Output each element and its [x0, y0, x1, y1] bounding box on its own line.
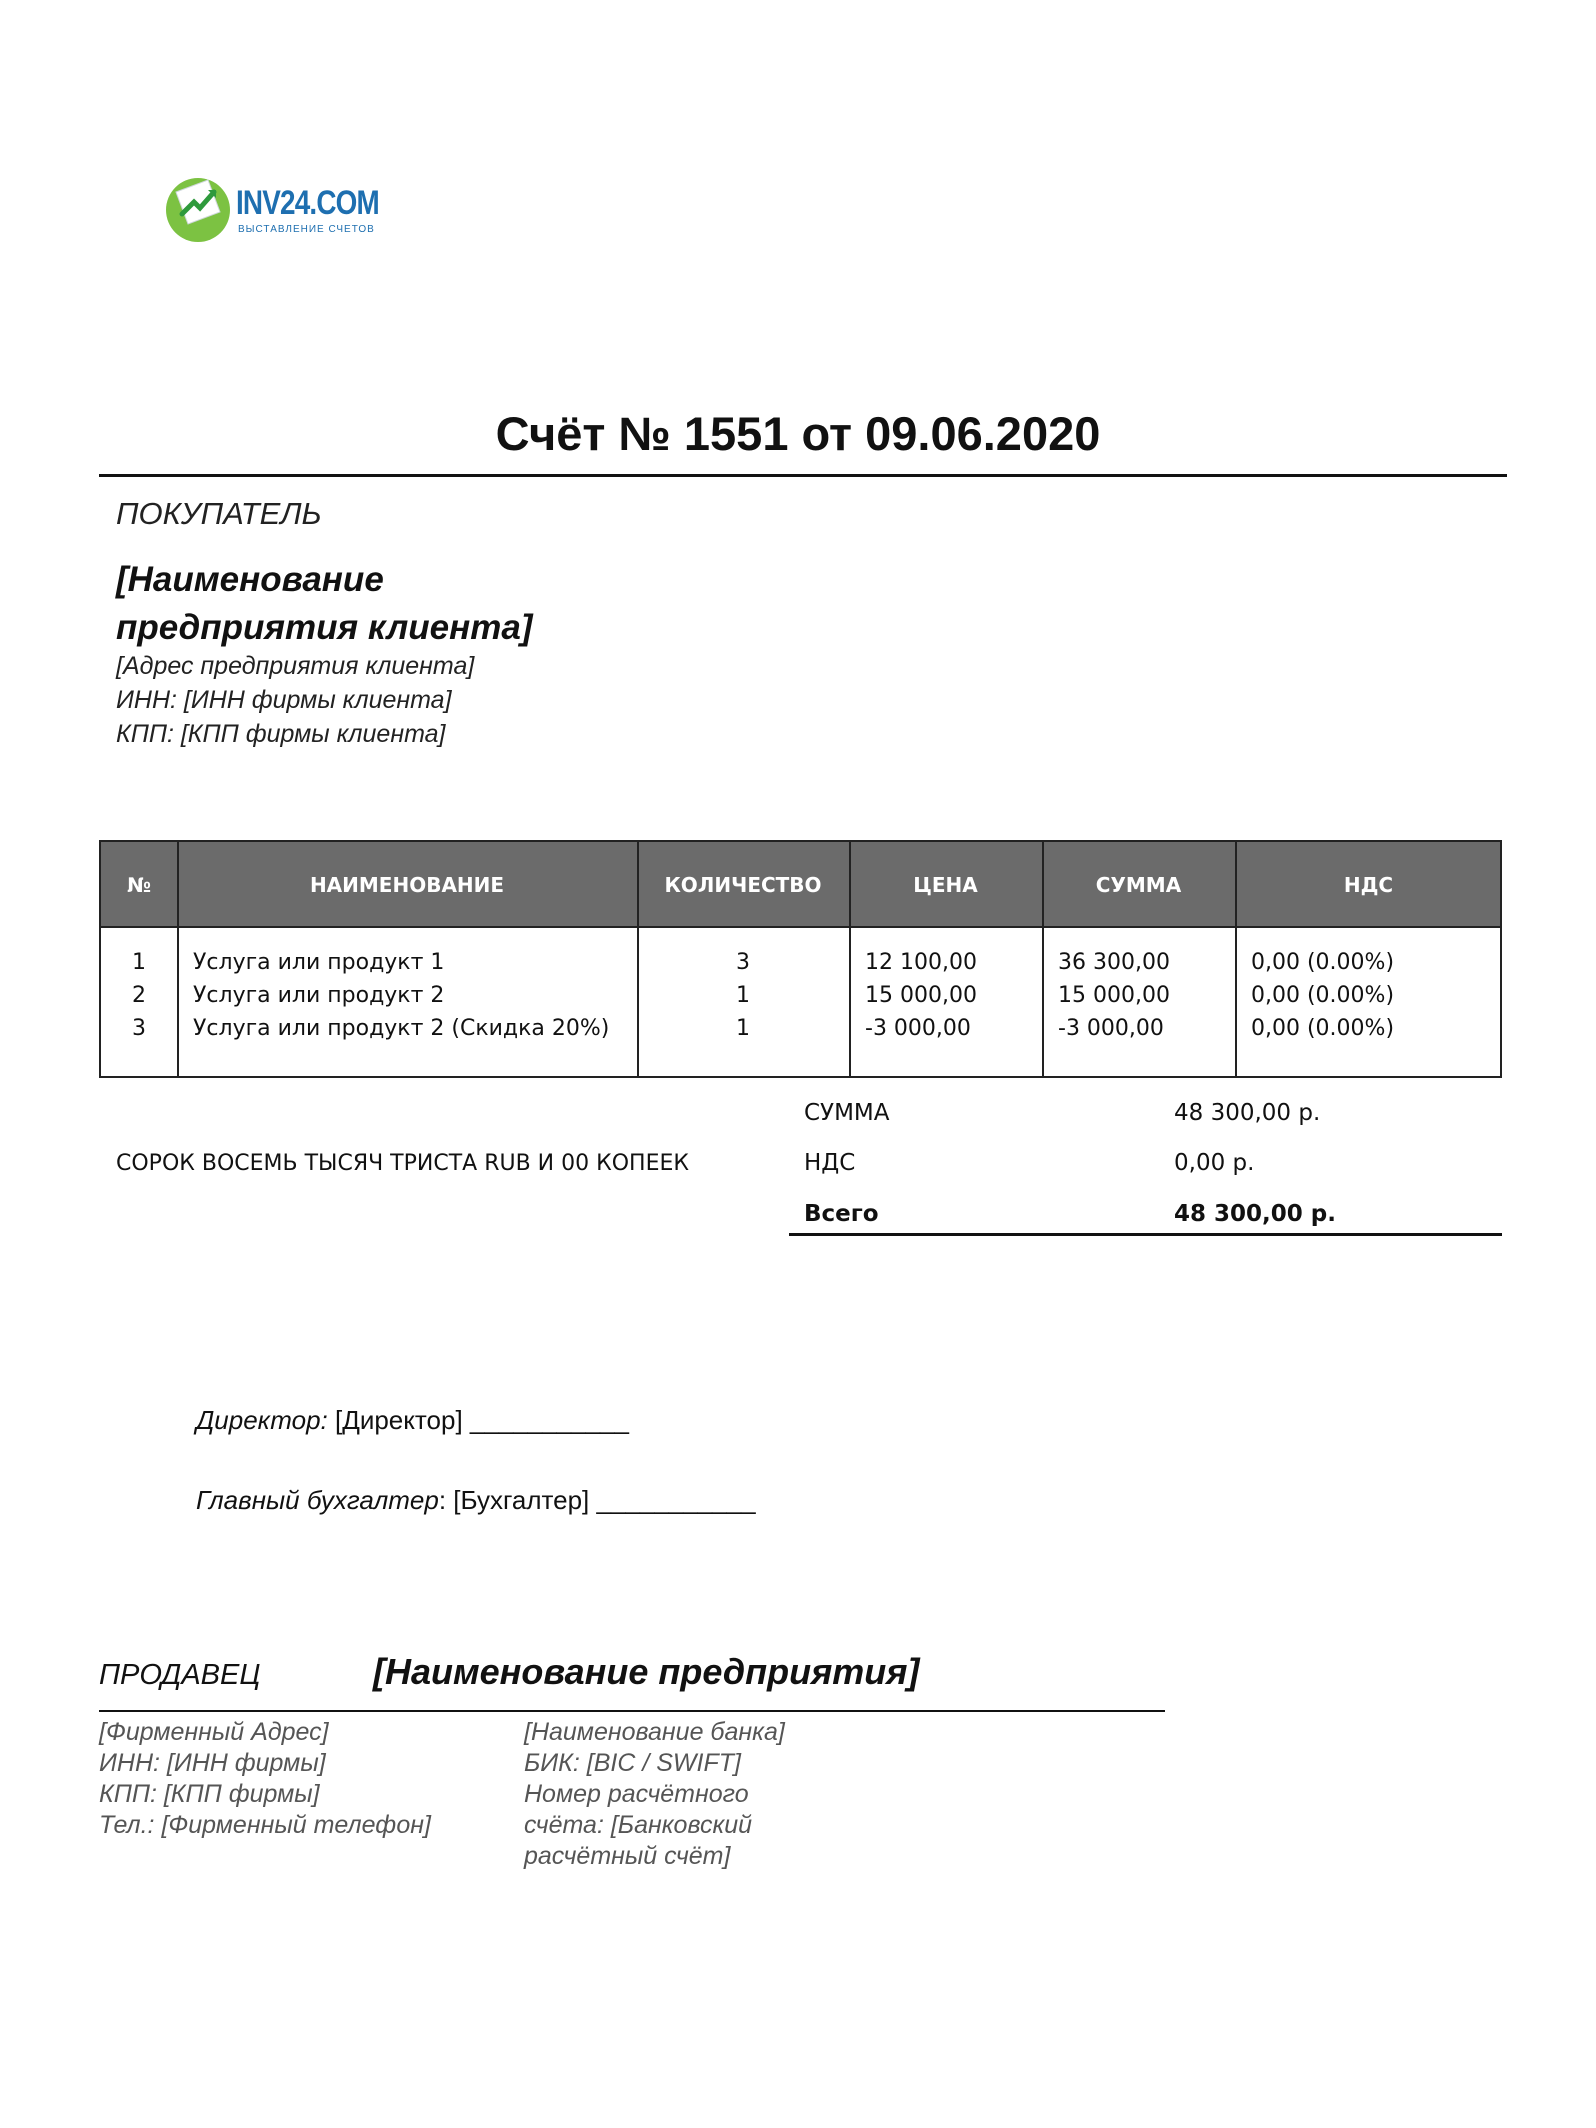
- column-divider: [1235, 842, 1237, 1076]
- seller-details-left: [99, 1717, 431, 1841]
- logo-icon: [162, 170, 236, 246]
- row-1-price: 12 100,00: [865, 950, 977, 975]
- buyer-name-line2: предприятия клиента]: [116, 608, 533, 647]
- row-1-num: 1: [132, 950, 146, 975]
- seller-label: ПРОДАВЕЦ: [99, 1659, 261, 1691]
- row-2-sum: 15 000,00: [1058, 983, 1170, 1008]
- vat-label: НДС: [804, 1150, 856, 1176]
- row-1-qty: 3: [736, 950, 750, 975]
- total-value: 48 300,00 р.: [1174, 1201, 1336, 1227]
- buyer-name: [116, 556, 676, 652]
- vat-value: 0,00 р.: [1174, 1150, 1255, 1176]
- header-qty: КОЛИЧЕСТВО: [664, 873, 822, 897]
- total-underline: [789, 1233, 1502, 1236]
- column-divider: [177, 842, 179, 1076]
- amount-in-words: СОРОК ВОСЕМЬ ТЫСЯЧ ТРИСТА RUB И 00 КОПЕЕК: [116, 1151, 689, 1176]
- header-price: ЦЕНА: [913, 873, 978, 897]
- seller-address: [Фирменный Адрес]: [99, 1718, 329, 1746]
- buyer-kpp: КПП: [КПП фирмы клиента]: [116, 720, 446, 748]
- header-vat: НДС: [1343, 873, 1394, 897]
- logo-text: INV24.COM: [236, 184, 379, 222]
- seller-name: [Наименование предприятия]: [373, 1651, 920, 1692]
- accountant-signature: [196, 1485, 756, 1516]
- row-2-num: 2: [132, 983, 146, 1008]
- row-2-vat: 0,00 (0.00%): [1251, 983, 1395, 1008]
- seller-account-line2: счёта: [Банковский: [524, 1811, 753, 1839]
- buyer-address: [Адрес предприятия клиента]: [116, 652, 475, 680]
- row-3-num: 3: [132, 1016, 146, 1041]
- row-1-name: Услуга или продукт 1: [193, 950, 445, 975]
- buyer-name-line1: [Наименование: [116, 560, 384, 599]
- header-num: №: [126, 873, 152, 897]
- director-value: [Директор] ___________: [327, 1405, 629, 1435]
- invoice-title: Счёт № 1551 от 09.06.2020: [495, 407, 1101, 460]
- sum-value: 48 300,00 р.: [1174, 1100, 1321, 1126]
- column-divider: [849, 842, 851, 1076]
- accountant-value: : [Бухгалтер] ___________: [438, 1485, 756, 1515]
- seller-phone: Тел.: [Фирменный телефон]: [99, 1811, 431, 1839]
- director-label: Директор:: [196, 1405, 328, 1435]
- row-3-name: Услуга или продукт 2 (Скидка 20%): [193, 1016, 610, 1041]
- seller-bank: [Наименование банка]: [524, 1718, 785, 1746]
- row-1-sum: 36 300,00: [1058, 950, 1170, 975]
- buyer-inn: ИНН: [ИНН фирмы клиента]: [116, 686, 452, 714]
- buyer-label: ПОКУПАТЕЛЬ: [116, 496, 322, 531]
- sum-label: СУММА: [804, 1100, 890, 1126]
- logo-tagline: ВЫСТАВЛЕНИЕ СЧЕТОВ: [238, 224, 375, 235]
- seller-bic: БИК: [BIC / SWIFT]: [524, 1749, 741, 1777]
- row-2-price: 15 000,00: [865, 983, 977, 1008]
- seller-inn: ИНН: [ИНН фирмы]: [99, 1749, 326, 1777]
- seller-account-line3: расчётный счёт]: [524, 1842, 731, 1870]
- column-divider: [1042, 842, 1044, 1076]
- row-1-vat: 0,00 (0.00%): [1251, 950, 1395, 975]
- title-divider: [99, 474, 1507, 477]
- seller-details-right: [524, 1717, 785, 1872]
- items-table: [99, 840, 1502, 1078]
- header-sum: СУММА: [1095, 873, 1182, 897]
- row-3-vat: 0,00 (0.00%): [1251, 1016, 1395, 1041]
- row-3-qty: 1: [736, 1016, 750, 1041]
- table-header: [101, 842, 1500, 928]
- row-2-qty: 1: [736, 983, 750, 1008]
- row-2-name: Услуга или продукт 2: [193, 983, 445, 1008]
- director-signature: [196, 1405, 629, 1436]
- seller-divider: [99, 1710, 1165, 1712]
- seller-kpp: КПП: [КПП фирмы]: [99, 1780, 320, 1808]
- row-3-price: -3 000,00: [865, 1016, 971, 1041]
- accountant-label: Главный бухгалтер: [196, 1485, 439, 1515]
- row-3-sum: -3 000,00: [1058, 1016, 1164, 1041]
- header-name: НАИМЕНОВАНИЕ: [309, 873, 505, 897]
- seller-account-line1: Номер расчётного: [524, 1780, 749, 1808]
- total-label: Всего: [804, 1201, 879, 1227]
